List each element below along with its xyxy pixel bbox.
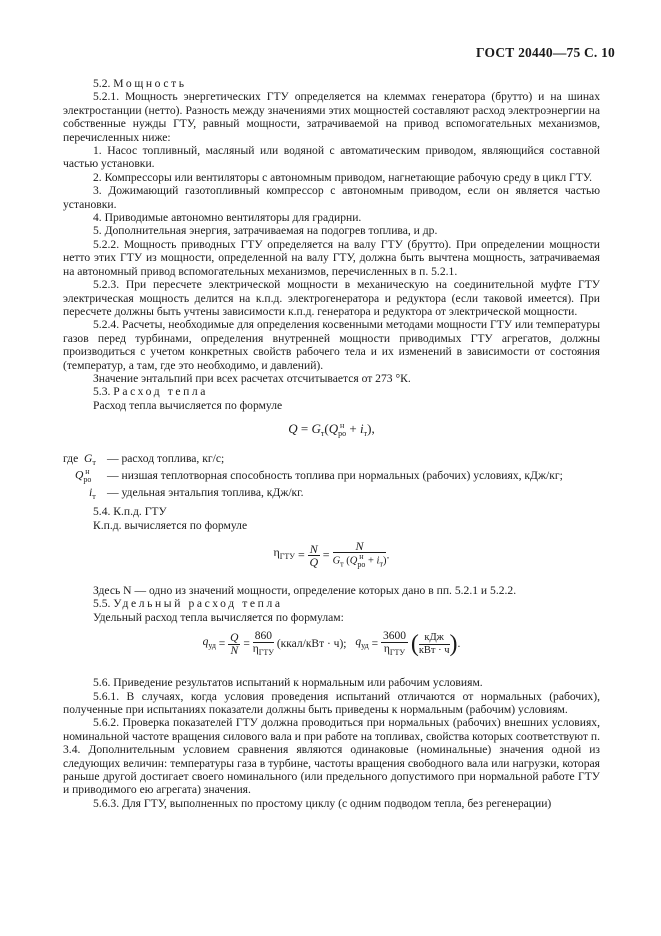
paragraph-5-2-3: 5.2.3. При пересчете электрической мощности в механическую на соединительной муфте ГТУ электрическая мощность делится на к.п.д. электрогенератора и редуктора (если таковой имеется). При пересчете должны быть учтены зависимости к.п.д. генератора и редуктора от электрической мощности. (63, 278, 600, 318)
den-i: i (376, 555, 380, 567)
frac-num: кДж (419, 632, 450, 645)
frac-den: N (230, 645, 239, 658)
formula-i-sub: т (363, 429, 368, 439)
def-symbol-sub: т (92, 458, 96, 468)
den-q-sup: н (359, 551, 364, 561)
den-g-sub: т (340, 559, 344, 569)
section-title: Расход тепла (113, 385, 209, 399)
formula-eq: = (322, 547, 330, 562)
where-label: где (63, 452, 79, 466)
paragraph-5-2-2: 5.2.2. Мощность приводных ГТУ определяется на валу ГТУ (брутто). При определении мощности нетто этих ГТУ из мощности, определенной на валу ГТУ, должна быть вычтена мощность, затрачиваемая на автономный привод вспомогательных механизмов, перечисленных в п. 5.2.1. (63, 237, 600, 278)
formula-i: i (359, 421, 364, 437)
list-item-2: 2. Компрессоры или вентиляторы с автономным приводом, нагнетающие рабочую среду в цикл ГТУ. (93, 170, 593, 184)
list-item-4: 4. Приводимые автономно вентиляторы для градирни. (93, 211, 362, 225)
fraction-n-q (308, 543, 320, 568)
formula-eq: = (297, 547, 305, 562)
den-q: Q (349, 555, 358, 567)
definition-g (0, 452, 600, 467)
formula-q-indices (338, 422, 346, 438)
def-text: — удельная энтальпия топлива, кДж/кг. (107, 486, 304, 500)
eta-sub: ГТУ (389, 648, 406, 658)
section-5-2-heading (63, 77, 600, 90)
def-symbol: Q (75, 468, 84, 482)
def-symbol: i (89, 486, 93, 500)
formula-intro: К.п.д. вычисляется по формуле (93, 518, 248, 532)
formula-eq: = (300, 421, 309, 437)
section-number: 5.2. (93, 77, 111, 90)
def-symbol-sub: ро (83, 475, 92, 485)
definition-q (0, 467, 600, 486)
paragraph-5-2-1: 5.2.1. Мощность энергетических ГТУ определяется на клеммах генератора (брутто) и на шинах электростанции (нетто). Разность между значениями этих мощностей составляют расход электроэнергии на собственные нужды ГТУ, равный мощности, затрачиваемой на привод вспомогательных механизмов, перечисленных ниже: (63, 90, 600, 144)
def-symbol-sup: н (85, 467, 90, 477)
section-title: Мощность (113, 77, 187, 90)
fraction-n-expanded (333, 540, 387, 570)
paragraph-5-6: 5.6. Приведение результатов испытаний к нормальным или рабочим условиям. (93, 676, 483, 690)
definition-i (0, 486, 600, 501)
formula-definitions (0, 452, 600, 501)
frac-den: $\eta_{ГТУ}$ (383, 643, 406, 658)
formula-intro: Удельный расход тепла вычисляется по формулам: (93, 610, 344, 624)
frac-num: N (309, 541, 318, 556)
def-symbol: G (84, 452, 93, 466)
frac-den: $\eta_{ГТУ}$ (252, 643, 274, 658)
den-g: G (332, 555, 341, 567)
formula-tail: ), (367, 421, 375, 437)
paragraph-5-6-1: 5.6.1. В случаях, когда условия проведения испытаний отличаются от нормальных (рабочих), полученные при испытаниях показатели должны быть приведены к нормальным (рабочим) условиям. (63, 689, 600, 716)
paragraph-5-2-4: 5.2.4. Расчеты, необходимые для определения косвенными методами мощности ГТУ или температуры газов перед турбинами, определения внутренней мощности приводимых ГТУ агрегатов, должны производиться с учетом конкретных свойств рабочего тела и их изменений в зависимости от состояния (температур, а там, где это необходимо, и давлений). (63, 318, 600, 372)
paragraph-n-note: Здесь N — одно из значений мощности, определение которых дано в пп. 5.2.1 и 5.2.2. (93, 583, 517, 597)
paragraph-5-6-2: 5.6.2. Проверка показателей ГТУ должна проводиться при нормальных (рабочих) внешних условиях, номинальной частоте вращения силового вала и при работе на топливах, свойства которых соответствуют п. 3.4. Дополнительным условием сравнения являются одинаковые (номинальные) значения одной из следующих величин: температуры газа в турбине, частоты вращения свободного вала или нагрузки, которая раньше другой достигает своего номинального (или предельного допустимого при нормальной работе ГТУ и приводимого ею агрегата) значения. (63, 716, 600, 797)
def-text: — расход топлива, кг/с; (107, 452, 225, 466)
paragraph-5-6-3: 5.6.3. Для ГТУ, выполненных по простому циклу (с одним подводом тепла, без регенерации) (93, 796, 552, 810)
formula-g-sub: т (320, 429, 325, 439)
frac-den: Q (309, 554, 319, 569)
formula-plus: + (349, 421, 357, 437)
list-item-3: 3. Дожимающий газотопливный компрессор с автономным приводом, если он является частью установки. (63, 184, 600, 211)
list-item-1: 1. Насос топливный, масляный или водяной с автоматическим приводом, являющийся составной частью установки. (63, 144, 600, 171)
section-title: Удельный расход тепла (113, 597, 283, 611)
eta-sub: ГТУ (258, 648, 274, 658)
section-5-5-heading (63, 597, 600, 610)
def-text: — низшая теплотворная способность топлива при нормальных (рабочих) условиях, кДж/кг; (107, 469, 563, 483)
frac-den: $G_т$ (Q н ро + $i_т$) (332, 551, 387, 569)
frac-num: Q (230, 632, 239, 645)
fraction-3600 (381, 630, 408, 659)
formula-g: G (311, 421, 321, 437)
heat-consumption-formula: $Q = G_т(Q$ н ро + $i_т$), (288, 421, 375, 439)
fraction-kj-kwh (419, 632, 450, 657)
section-number: 5.5. (93, 597, 111, 611)
unit-kcal: (ккал/кВт · ч); (276, 637, 347, 650)
frac-num: N (333, 540, 387, 553)
section-5-4-heading: 5.4. К.п.д. ГТУ (93, 505, 167, 519)
paragraph-enthalpy: Значение энтальпий при всех расчетах отсчитывается от 273 °К. (93, 371, 411, 385)
formula-lhs: Q (288, 421, 298, 437)
frac-num: 3600 (382, 630, 406, 643)
def-symbol-sub: т (92, 492, 96, 502)
den-q-indices (357, 553, 365, 569)
def-symbol-indices (83, 468, 91, 484)
frac-num: 860 (254, 630, 272, 643)
document-body (63, 77, 600, 810)
den-q-sub: ро (357, 559, 366, 569)
list-item-5: 5. Дополнительная энергия, затрачиваемая на подогрев топлива, и др. (93, 224, 438, 238)
section-5-3-heading (63, 385, 600, 398)
fraction-860 (253, 630, 274, 659)
den-i-sub: т (379, 559, 383, 569)
q-symbol: q (202, 636, 209, 649)
formula-q-sub: ро (338, 429, 347, 439)
eta-symbol: η (273, 545, 280, 560)
efficiency-formula: $\eta_{ГТУ}$ = $\frac{N}{Q}$ = N $G_т$ (Q н ро + $i_т$) . (273, 538, 390, 569)
eta-sub: ГТУ (279, 552, 295, 562)
fraction-q-n (228, 632, 240, 657)
frac-den: кВт · ч (418, 645, 450, 657)
formula-q: Q (328, 421, 339, 437)
page-header: ГОСТ 20440—75 С. 10 (476, 45, 615, 60)
q-sub: уд (208, 641, 216, 651)
q-symbol: q (355, 636, 362, 649)
section-number: 5.3. (93, 385, 111, 399)
formula-intro: Расход тепла вычисляется по формуле (93, 398, 283, 412)
specific-heat-formula: $q_{уд}$ = $\frac{Q}{N}$ = $\frac{860}{\eta_{ГТУ}}$ (ккал/кВт · ч); $q_{уд}$ = $\frac{3600}{\eta_{ГТУ}}$ ( $\frac{\text{кДж}}{\text{кВт · ч}}$ ). (202, 630, 461, 658)
q-sub: уд (361, 641, 369, 651)
formula-q-sup: н (340, 421, 345, 431)
